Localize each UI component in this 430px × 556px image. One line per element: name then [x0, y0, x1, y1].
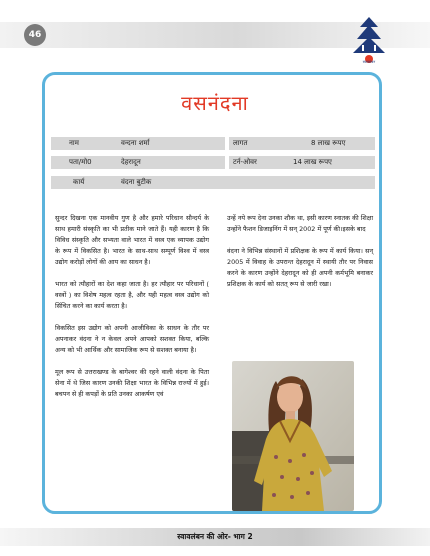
work-value: वंदना बुटीक — [121, 178, 152, 186]
paragraph: सुन्दर दिखना एक मानवीय गुण है और हमारे परिधान सौन्दर्य के साथ हमारी संस्कृति का भी प्रतीक माने जाते हैं। यही कारण है कि विविध संस्कृति और सभ्यता वाले भारत में वस्त्र एक व्यापक उद्योग के रूप में विकसित है। भारत के साथ-साथ सम्पूर्ण विश्व में वस्त्र उद्योग करोड़ों लोगों की आय का साधन है। — [55, 214, 209, 266]
info-row-name — [51, 137, 225, 150]
address-value: देहरादून — [121, 158, 141, 166]
cost-value: 8 लाख रूपए — [311, 139, 346, 147]
address-label: पता/मो0 — [69, 158, 92, 166]
name-label: नाम — [69, 139, 79, 147]
right-column — [227, 213, 373, 301]
info-row-address — [51, 156, 225, 169]
profile-card — [42, 72, 382, 514]
paragraph: भारत को त्यौहारों का देश कहा जाता है। हर त्यौहार पर परिधानों ( वस्त्रों ) का विशेष महत्व रहता है, और यही महत्व वस्त्र उद्योग को सिंचित करने का कार्य करता है। — [55, 280, 209, 310]
name-value: वन्दना शर्मा — [121, 139, 150, 147]
info-row-turnover — [229, 156, 375, 169]
cost-label: लागत — [233, 139, 248, 147]
info-row-work — [51, 176, 375, 189]
work-label: कार्य — [73, 178, 85, 186]
paragraph: विकसित इस उद्योग को अपनी आजीविका के साधन के तौर पर अपनाकर वंदना ने न केवल अपने आपको सशक्त किया, बल्कि अन्य को भी आर्थिक और सामाजिक रूप से सशक्त बनाया है। — [55, 324, 209, 354]
footer-title: स्वावलंबन की ओर- भाग 2 — [177, 532, 253, 541]
page-number: 46 — [24, 24, 46, 46]
left-column — [55, 213, 209, 411]
turnover-value: 14 लाख रूपए — [293, 158, 332, 166]
turnover-label: टर्न-ओवर — [233, 158, 257, 166]
portrait-photo — [232, 361, 354, 511]
paragraph: वंदना ने विभिन्न संस्थानों में प्रशिक्षक के रूप में कार्य किया। सन् 2005 में विवाह के उपरान्त देहरादून में स्थायी तौर पर निवास करने के कारण उन्होंने देहरादून को ही अपनी कर्मभूमि बनाकर प्रशिक्षक के कार्य को सतत् रूप से जारी रखा। — [227, 247, 373, 288]
paragraph: उन्हें नये रूप देना उनका शौक था, इसी कारण स्नातक की शिक्षा उन्होंने फैशन डिजाइनिंग में सन् 2002 में पूर्ण की।इसके बाद — [227, 214, 373, 233]
info-row-cost — [229, 137, 375, 150]
logo-tagline: स्वावलंबन — [362, 60, 376, 64]
paragraph: मूल रूप से उत्तराखण्ड के बागेश्वर की रहने वाली वंदना के पिता सेना में थे जिस कारण उनकी शिक्षा भारत के विभिन्न राज्यों में हुई। बचपन से ही कपड़ों के प्रति उनका आकर्षण एवं — [55, 368, 209, 398]
page-title: वसनंदना — [181, 91, 249, 115]
